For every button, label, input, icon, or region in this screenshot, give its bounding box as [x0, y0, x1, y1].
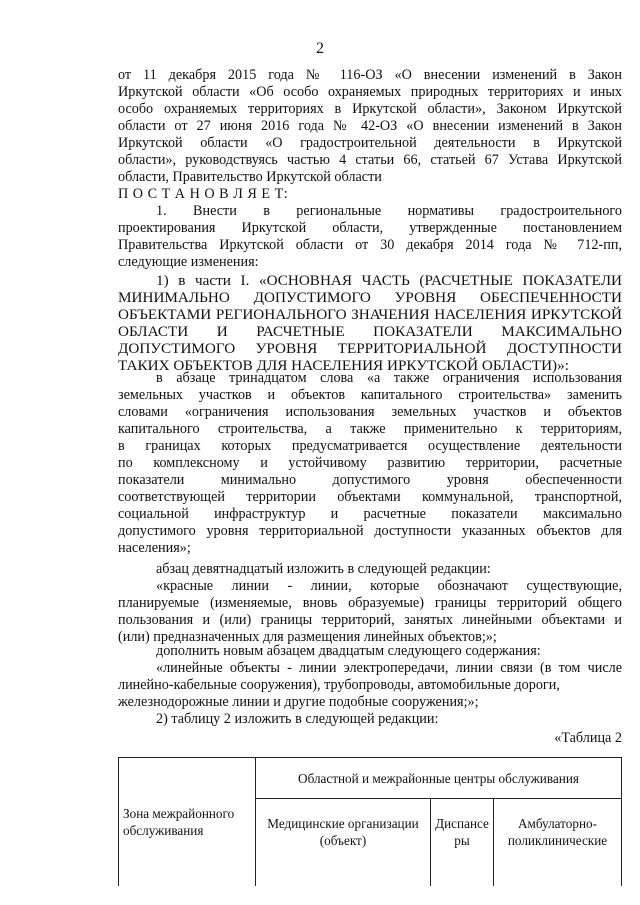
text-line: Иркутской области «О градостроительной деятельности в Иркутской — [118, 135, 622, 151]
text-line: 2) таблицу 2 изложить в следующей редакции: — [156, 711, 439, 727]
text-line: социальной инфраструктур и расчетные показатели максимально — [118, 506, 622, 522]
text-line: следующие изменения: — [118, 254, 259, 270]
text-line: проектирования Иркутской области, утвержденные постановлением — [118, 220, 622, 236]
text-line: дополнить новым абзацем двадцатым следующего содержания: — [156, 643, 541, 659]
paragraph-13-change — [118, 370, 622, 557]
decree-word: П О С Т А Н О В Л Я Е Т: — [118, 186, 289, 202]
text-line: в абзаце тринадцатом слова «а также ограничения использования — [156, 370, 622, 386]
text-line: 1) в части I. «ОСНОВНАЯ ЧАСТЬ (РАСЧЕТНЫЕ ПОКАЗАТЕЛИ — [156, 272, 622, 289]
text-line: показатели минимально допустимого уровня обеспеченности — [118, 472, 622, 488]
text-line: особо охраняемых территориях в Иркутской области», Законом Иркутской — [118, 101, 622, 117]
page-number: 2 — [316, 40, 324, 57]
paragraph-19-change — [118, 561, 622, 646]
text-line: допустимого уровня территориальной доступности указанных объектов для — [118, 523, 622, 539]
col-medical-orgs: Медицинские организации (объект) — [256, 799, 431, 887]
col-dispensaries: Диспансеры — [431, 799, 494, 887]
text-line: по комплексному и устойчивому развитию территории, расчетные — [118, 455, 622, 471]
text-line: пользования и (или) границы территорий, занятых линейными объектами и — [118, 612, 622, 628]
subitem-1-title — [118, 272, 622, 374]
paragraph-20-change — [118, 643, 622, 728]
text-line: земельных участков и объектов капитального строительства» заменить — [118, 387, 622, 403]
text-line: соответствующей территории объектами коммунальной, транспортной, — [118, 489, 622, 505]
table-2 — [118, 757, 622, 886]
text-line: населения»; — [118, 540, 191, 556]
text-line: в границах которых предусматривается осуществление деятельности — [118, 438, 622, 454]
text-line: линейно-кабельные сооружения), трубопроводы, автомобильные дороги, — [118, 677, 560, 693]
text-line: капитального строительства, а также применительно к территориям, — [118, 421, 622, 437]
text-line: железнодорожные линии и другие подобные сооружения;»; — [118, 694, 479, 710]
text-line: «линейные объекты - линии электропередачи, линии связи (в том числе — [156, 660, 622, 676]
text-line: 1. Внести в региональные нормативы градостроительного — [156, 203, 622, 219]
text-line: словами «ограничения использования земельных участков и объектов — [118, 404, 622, 420]
zone-header-cell: Зона межрайонного обслуживания — [119, 758, 256, 887]
col-outpatient: Амбулаторно-поликлинические — [494, 799, 622, 887]
text-line: Иркутской области «Об особо охраняемых природных территориях и иных — [118, 84, 622, 100]
text-line: (или) предназначенных для размещения линейных объектов;»; — [118, 629, 497, 645]
text-line: области от 27 июня 2016 года № 42-ОЗ «О внесении изменений в Закон — [118, 118, 622, 134]
text-line: абзац девятнадцатый изложить в следующей редакции: — [156, 561, 491, 577]
group-header-cell: Областной и межрайонные центры обслуживания — [256, 758, 622, 799]
text-line: Правительства Иркутской области от 30 декабря 2014 года № 712-пп, — [118, 237, 622, 253]
text-line: «красные линии - линии, которые обозначают существующие, — [156, 578, 622, 594]
text-line: ОБЪЕКТАМИ РЕГИОНАЛЬНОГО ЗНАЧЕНИЯ НАСЕЛЕНИЯ ИРКУТСКОЙ — [118, 306, 622, 323]
text-line: области», руководствуясь частью 4 статьи 66, статьей 67 Устава Иркутской — [118, 152, 622, 168]
intro-paragraph — [118, 67, 622, 203]
text-line: области, Правительство Иркутской области — [118, 169, 382, 185]
text-line: ОБЛАСТИ И РАСЧЕТНЫЕ ПОКАЗАТЕЛИ МАКСИМАЛЬНО — [118, 323, 622, 340]
text-line: МИНИМАЛЬНО ДОПУСТИМОГО УРОВНЯ ОБЕСПЕЧЕННОСТИ — [118, 289, 622, 306]
table-caption: «Таблица 2 — [554, 730, 622, 746]
text-line: планируемые (изменяемые, вновь образуемые) границы территорий общего — [118, 595, 622, 611]
text-line: ДОПУСТИМОГО УРОВНЯ ТЕРРИТОРИАЛЬНОЙ ДОСТУПНОСТИ — [118, 340, 622, 357]
text-line: ТАКИХ ОБЪЕКТОВ ДЛЯ НАСЕЛЕНИЯ ИРКУТСКОЙ ОБЛАСТИ)»: — [118, 357, 569, 374]
item-1 — [118, 203, 622, 271]
text-line: от 11 декабря 2015 года № 116-ОЗ «О внесении изменений в Закон — [118, 67, 622, 83]
